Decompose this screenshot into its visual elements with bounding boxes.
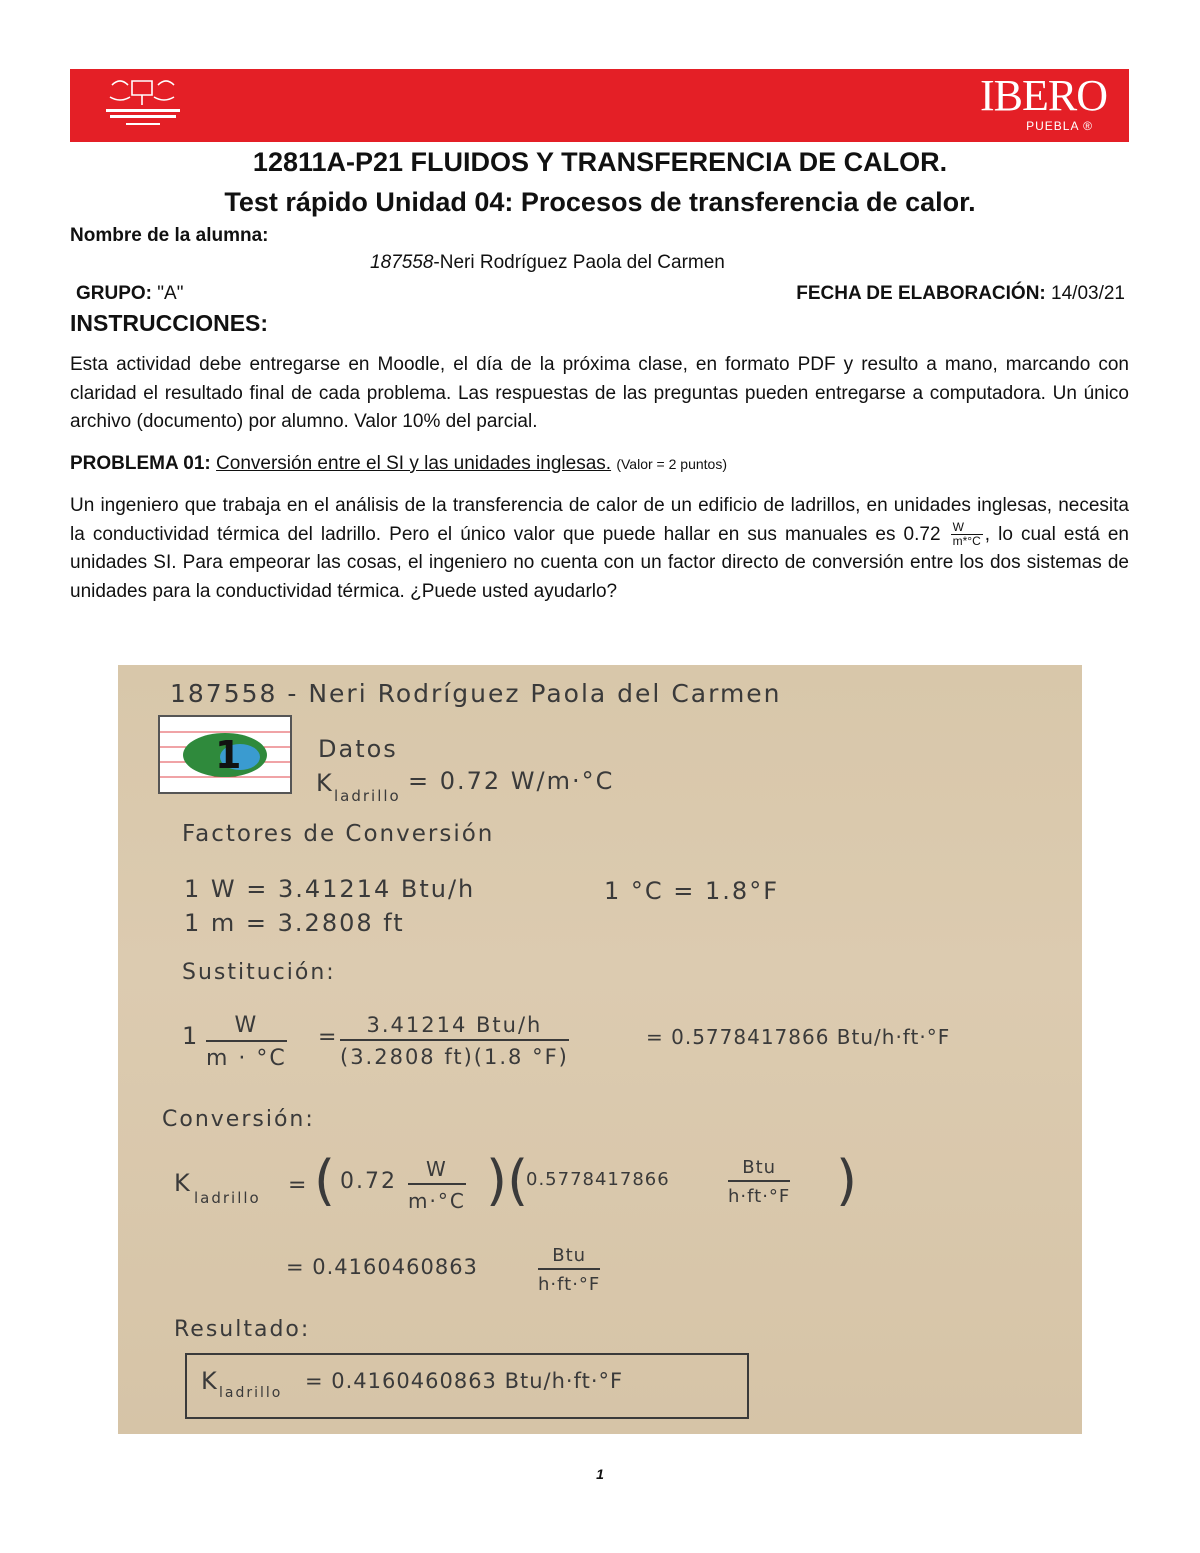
university-seal-icon (98, 75, 188, 137)
hw-conversion: Conversión: (162, 1107, 315, 1132)
problem-value: (Valor = 2 puntos) (616, 456, 727, 472)
hw-conv-frac-3-den: h·ft·°F (538, 1274, 601, 1295)
units-fraction-den: m*°C (952, 533, 981, 548)
hw-factores: Factores de Conversión (182, 821, 495, 847)
header-banner (70, 69, 1129, 142)
student-id: 187558 (370, 252, 434, 273)
hw-factor-2: 1 °C = 1.8°F (604, 877, 779, 905)
course-title: 12811A-P21 FLUIDOS Y TRANSFERENCIA DE CALOR. (252, 147, 948, 177)
instructions-label: INSTRUCCIONES: (70, 310, 269, 336)
hw-result-box (185, 1353, 749, 1419)
handwritten-solution-photo (118, 665, 1082, 1434)
student-name-line (370, 251, 850, 275)
hw-k-value: = 0.72 W/m·°C (408, 767, 615, 795)
problem-title: Conversión entre el SI y las unidades inglesas. (216, 453, 612, 474)
hw-conv-v2: 0.5778417866 (526, 1169, 670, 1190)
hw-conv-eq: = (288, 1173, 309, 1198)
problem-heading (70, 452, 727, 476)
date-label: FECHA DE ELABORACIÓN: (796, 283, 1046, 304)
hw-conv-frac-2-den: h·ft·°F (728, 1186, 791, 1207)
name-label: Nombre de la alumna: (70, 225, 269, 246)
hw-result-k: K (201, 1367, 219, 1395)
hw-sus-frac-2 (340, 1013, 569, 1069)
hw-sus-eq: = (318, 1025, 339, 1050)
units-fraction (951, 521, 983, 548)
hw-k-sub: ladrillo (334, 787, 401, 805)
page-number: 1 (596, 1466, 604, 1482)
hw-conv-frac-2 (728, 1157, 790, 1207)
hw-header: 187558 - Neri Rodríguez Paola del Carmen (170, 679, 782, 708)
sticker-number: 1 (215, 733, 244, 777)
hw-paren-close-2: ) (836, 1149, 858, 1212)
hw-factor-3: 1 m = 3.2808 ft (184, 909, 405, 937)
hw-sus-frac-1-den: m · °C (206, 1046, 287, 1071)
hw-sus-frac-1-num: W (206, 1013, 287, 1042)
problem-label: PROBLEMA 01: (70, 453, 211, 474)
hw-conv-frac-1-num: W (408, 1157, 466, 1185)
hw-conv-frac-1 (408, 1157, 466, 1213)
hw-paren-close-1: )( (486, 1149, 529, 1212)
ibero-logo: IBERO (980, 71, 1107, 120)
date-value: 14/03/21 (1045, 283, 1125, 304)
hw-result-sub: ladrillo (219, 1385, 283, 1401)
hw-conv-frac-3 (538, 1245, 600, 1295)
hw-sus-result: = 0.5778417866 Btu/h·ft·°F (646, 1025, 951, 1049)
student-name: -Neri Rodríguez Paola del Carmen (433, 252, 725, 273)
hw-conv-eq2: = 0.4160460863 (286, 1255, 478, 1279)
hw-sus-frac-1 (206, 1013, 287, 1071)
hw-conv-sub: ladrillo (194, 1189, 261, 1207)
group-value: "A" (152, 283, 184, 304)
hw-sustitucion: Sustitución: (182, 960, 336, 985)
hw-k: K (316, 769, 334, 797)
hw-conv-frac-3-num: Btu (538, 1245, 600, 1270)
group-label: GRUPO: (76, 283, 152, 304)
problem-text-a: Un ingeniero que trabaja en el análisis de la transferencia de calor de un edificio de ladrillos, en unidades inglesas, necesita la conductividad térmica del ladrillo. Pero el único valor que puede hallar en sus manuales es 0.72 (70, 495, 1129, 545)
hw-conv-frac-1-den: m·°C (408, 1189, 466, 1213)
hw-datos: Datos (318, 735, 398, 763)
test-title: Test rápido Unidad 04: Procesos de transferencia de calor. (224, 187, 976, 217)
hw-sus-frac-2-num: 3.41214 Btu/h (340, 1013, 569, 1041)
hw-conv-k: K (174, 1169, 192, 1197)
units-fraction-num: W (951, 521, 983, 535)
hw-sus-one: 1 (182, 1022, 200, 1050)
number-sticker (158, 715, 292, 794)
hw-conv-frac-2-num: Btu (728, 1157, 790, 1182)
problem-text-b: , lo cual está en unidades SI. Para empeorar las cosas, el ingeniero no cuenta con un factor directo de conversión entre los dos sistemas de unidades para la conductividad térmica. ¿Puede usted ayudarlo? (70, 523, 1129, 602)
hw-factor-1: 1 W = 3.41214 Btu/h (184, 875, 476, 903)
hw-sus-frac-2-den: (3.2808 ft)(1.8 °F) (340, 1045, 569, 1069)
hw-result-value: = 0.4160460863 Btu/h·ft·°F (305, 1369, 624, 1393)
instructions-text: Esta actividad debe entregarse en Moodle, el día de la próxima clase, en formato PDF y resulto a mano, marcando con claridad el resultado final de cada problema. Las respuestas de las preguntas pueden entregarse a computadora. Un único archivo (documento) por alumno. Valor 10% del parcial. (70, 354, 1129, 432)
ibero-logo-sub: PUEBLA ® (1026, 119, 1093, 133)
problem-text (70, 492, 1129, 606)
group-line (76, 282, 183, 306)
hw-conv-v1: 0.72 (340, 1169, 397, 1194)
hw-resultado: Resultado: (174, 1317, 311, 1342)
date-line (796, 282, 1125, 306)
hw-paren-open-1: ( (314, 1149, 336, 1212)
